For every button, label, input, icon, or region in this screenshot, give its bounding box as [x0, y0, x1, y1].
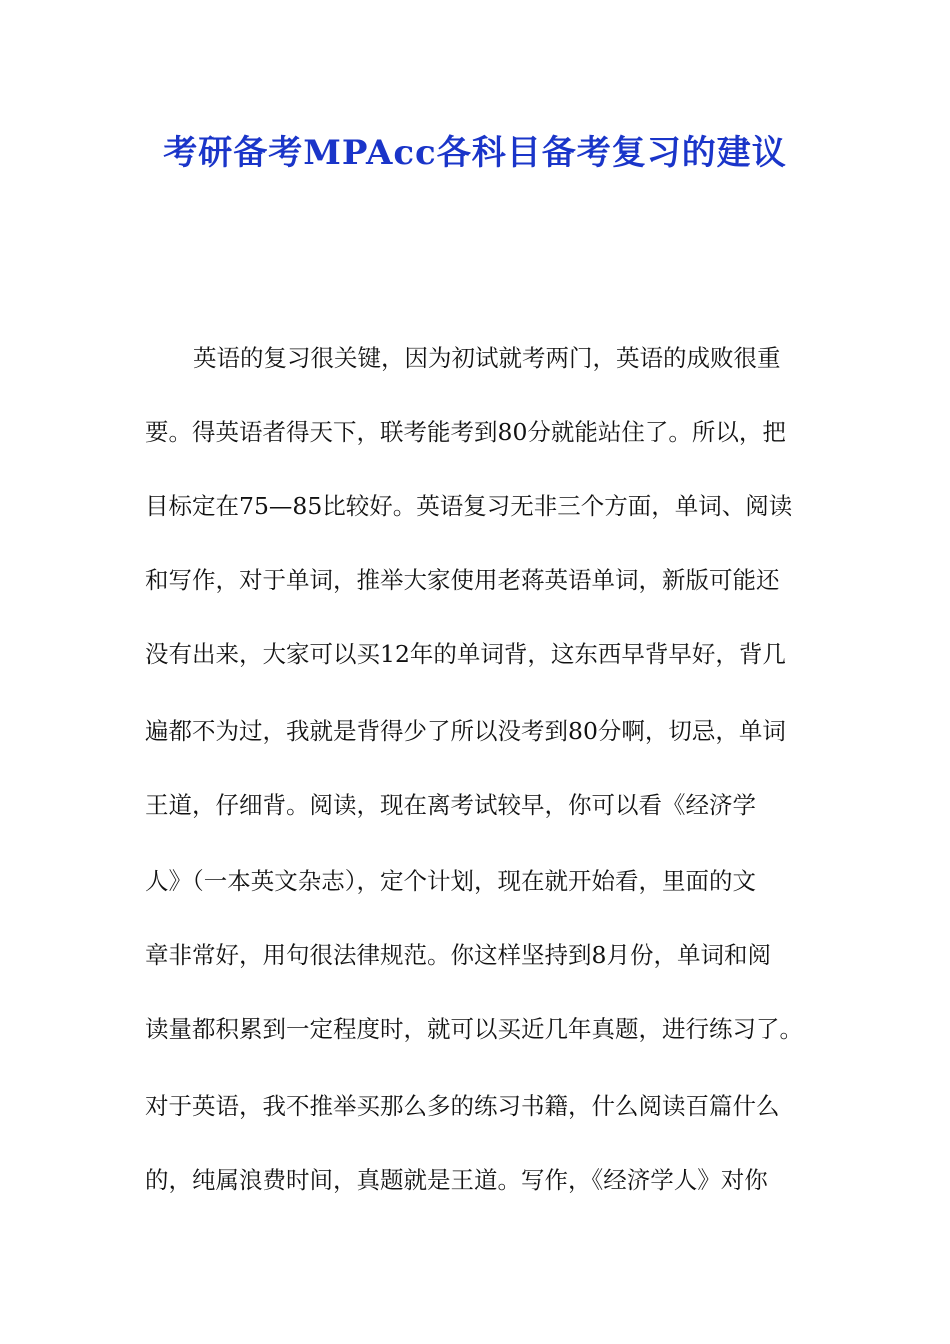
- body-line-5: 没有出来，大家可以买12年的单词背，这东西早背早好，背几: [145, 640, 786, 668]
- body-line-6: 遍都不为过，我就是背得少了所以没考到80分啊，切忌，单词: [145, 717, 786, 745]
- body-line-9: 章非常好，用句很法律规范。你这样坚持到8月份，单词和阅: [145, 941, 771, 969]
- body-line-8: 人》（一本英文杂志），定个计划，现在就开始看，里面的文: [145, 867, 756, 895]
- body-line-12: 的，纯属浪费时间，真题就是王道。写作，《经济学人》对你: [145, 1166, 768, 1194]
- body-line-3: 目标定在75—85比较好。英语复习无非三个方面，单词、阅读: [145, 492, 793, 520]
- body-line-2: 要。得英语者得天下，联考能考到80分就能站住了。所以，把: [145, 418, 786, 446]
- body-line-11: 对于英语，我不推举买那么多的练习书籍，什么阅读百篇什么: [145, 1092, 780, 1120]
- body-line-4: 和写作，对于单词，推举大家使用老蒋英语单词，新版可能还: [145, 566, 780, 594]
- body-line-10: 读量都积累到一定程度时，就可以买近几年真题，进行练习了。: [145, 1015, 803, 1043]
- document-title: 考研备考MPAcc各科目备考复习的建议: [163, 133, 787, 173]
- body-line-7: 王道，仔细背。阅读，现在离考试较早，你可以看《经济学: [145, 791, 756, 819]
- body-line-1: 英语的复习很关键，因为初试就考两门，英语的成败很重: [193, 344, 781, 372]
